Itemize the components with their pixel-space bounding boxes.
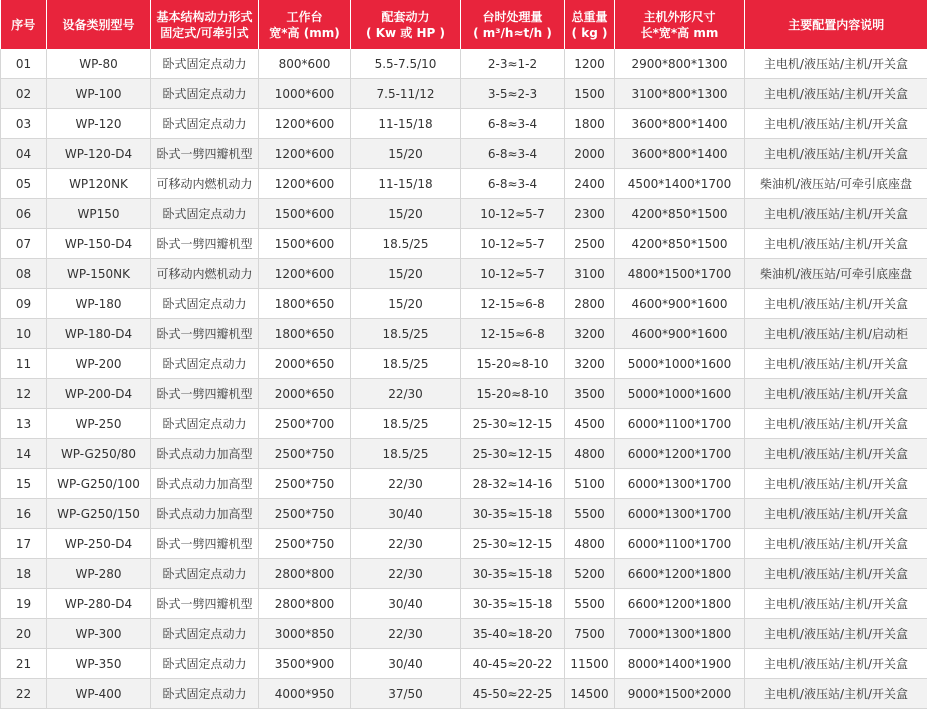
table-row	[1, 229, 927, 259]
cell-power: 18.5/25	[351, 439, 461, 469]
table-row	[1, 49, 927, 79]
cell-config: 主电机/液压站/主机/开关盒	[745, 289, 927, 319]
cell-index: 07	[1, 229, 47, 259]
table-row	[1, 619, 927, 649]
header-row	[1, 0, 927, 49]
table-row	[1, 349, 927, 379]
cell-index: 16	[1, 499, 47, 529]
cell-index: 05	[1, 169, 47, 199]
cell-model: WP-180-D4	[47, 319, 151, 349]
header-throughput: 台时处理量 ( m³/h≈t/h )	[461, 0, 565, 49]
cell-power: 15/20	[351, 259, 461, 289]
cell-index: 03	[1, 109, 47, 139]
cell-config: 主电机/液压站/主机/开关盒	[745, 349, 927, 379]
cell-throughput: 12-15≈6-8	[461, 319, 565, 349]
cell-config: 柴油机/液压站/可牵引底座盘	[745, 169, 927, 199]
cell-throughput: 3-5≈2-3	[461, 79, 565, 109]
cell-throughput: 45-50≈22-25	[461, 679, 565, 709]
cell-index: 04	[1, 139, 47, 169]
cell-structure: 卧式一劈四瓣机型	[151, 319, 259, 349]
cell-model: WP-120-D4	[47, 139, 151, 169]
cell-config: 主电机/液压站/主机/开关盒	[745, 199, 927, 229]
cell-structure: 卧式固定点动力	[151, 559, 259, 589]
cell-index: 12	[1, 379, 47, 409]
cell-structure: 卧式一劈四瓣机型	[151, 529, 259, 559]
cell-model: WP-G250/150	[47, 499, 151, 529]
cell-weight: 5100	[565, 469, 615, 499]
cell-worktable: 2500*700	[259, 409, 351, 439]
cell-dimensions: 4800*1500*1700	[615, 259, 745, 289]
cell-weight: 3500	[565, 379, 615, 409]
cell-dimensions: 2900*800*1300	[615, 49, 745, 79]
cell-config: 主电机/液压站/主机/开关盒	[745, 589, 927, 619]
cell-dimensions: 6600*1200*1800	[615, 559, 745, 589]
header-worktable: 工作台 宽*高 (mm)	[259, 0, 351, 49]
cell-worktable: 3500*900	[259, 649, 351, 679]
cell-model: WP-180	[47, 289, 151, 319]
cell-index: 02	[1, 79, 47, 109]
table-row	[1, 469, 927, 499]
cell-model: WP120NK	[47, 169, 151, 199]
cell-dimensions: 6000*1100*1700	[615, 409, 745, 439]
cell-model: WP-G250/80	[47, 439, 151, 469]
table-row	[1, 679, 927, 709]
table-row	[1, 589, 927, 619]
cell-throughput: 15-20≈8-10	[461, 379, 565, 409]
cell-power: 30/40	[351, 649, 461, 679]
cell-index: 10	[1, 319, 47, 349]
cell-model: WP-200-D4	[47, 379, 151, 409]
cell-structure: 卧式一劈四瓣机型	[151, 139, 259, 169]
header-structure: 基本结构动力形式 固定式/可牵引式	[151, 0, 259, 49]
cell-throughput: 25-30≈12-15	[461, 439, 565, 469]
cell-worktable: 1200*600	[259, 169, 351, 199]
cell-weight: 14500	[565, 679, 615, 709]
cell-throughput: 40-45≈20-22	[461, 649, 565, 679]
cell-power: 22/30	[351, 469, 461, 499]
cell-weight: 1500	[565, 79, 615, 109]
cell-config: 主电机/液压站/主机/开关盒	[745, 379, 927, 409]
cell-power: 18.5/25	[351, 229, 461, 259]
cell-index: 20	[1, 619, 47, 649]
cell-weight: 5500	[565, 589, 615, 619]
cell-power: 11-15/18	[351, 169, 461, 199]
table-row	[1, 409, 927, 439]
cell-structure: 卧式点动力加高型	[151, 439, 259, 469]
cell-dimensions: 6000*1300*1700	[615, 469, 745, 499]
cell-structure: 卧式固定点动力	[151, 199, 259, 229]
cell-worktable: 1200*600	[259, 259, 351, 289]
cell-weight: 3200	[565, 349, 615, 379]
header-power: 配套动力 ( Kw 或 HP )	[351, 0, 461, 49]
cell-index: 06	[1, 199, 47, 229]
cell-worktable: 2500*750	[259, 439, 351, 469]
cell-weight: 2400	[565, 169, 615, 199]
cell-power: 37/50	[351, 679, 461, 709]
table-body	[1, 49, 927, 709]
cell-config: 主电机/液压站/主机/开关盒	[745, 649, 927, 679]
cell-weight: 2800	[565, 289, 615, 319]
cell-structure: 卧式固定点动力	[151, 109, 259, 139]
cell-dimensions: 6000*1200*1700	[615, 439, 745, 469]
cell-weight: 3200	[565, 319, 615, 349]
cell-config: 主电机/液压站/主机/开关盒	[745, 499, 927, 529]
cell-throughput: 30-35≈15-18	[461, 559, 565, 589]
cell-structure: 卧式点动力加高型	[151, 499, 259, 529]
table-row	[1, 559, 927, 589]
cell-dimensions: 6000*1100*1700	[615, 529, 745, 559]
cell-throughput: 10-12≈5-7	[461, 199, 565, 229]
cell-structure: 卧式固定点动力	[151, 409, 259, 439]
cell-structure: 卧式固定点动力	[151, 649, 259, 679]
table-row	[1, 499, 927, 529]
cell-config: 主电机/液压站/主机/开关盒	[745, 109, 927, 139]
cell-power: 15/20	[351, 289, 461, 319]
table-row	[1, 199, 927, 229]
cell-config: 主电机/液压站/主机/开关盒	[745, 49, 927, 79]
cell-structure: 可移动内燃机动力	[151, 169, 259, 199]
cell-throughput: 30-35≈15-18	[461, 499, 565, 529]
cell-throughput: 12-15≈6-8	[461, 289, 565, 319]
cell-index: 09	[1, 289, 47, 319]
cell-power: 22/30	[351, 619, 461, 649]
cell-power: 30/40	[351, 499, 461, 529]
cell-structure: 卧式固定点动力	[151, 79, 259, 109]
cell-throughput: 28-32≈14-16	[461, 469, 565, 499]
cell-throughput: 6-8≈3-4	[461, 169, 565, 199]
cell-model: WP-280-D4	[47, 589, 151, 619]
cell-model: WP-250	[47, 409, 151, 439]
cell-model: WP-120	[47, 109, 151, 139]
cell-weight: 2300	[565, 199, 615, 229]
cell-worktable: 2800*800	[259, 589, 351, 619]
cell-weight: 7500	[565, 619, 615, 649]
cell-power: 18.5/25	[351, 409, 461, 439]
header-weight: 总重量 ( kg )	[565, 0, 615, 49]
header-model: 设备类别型号	[47, 0, 151, 49]
cell-structure: 卧式一劈四瓣机型	[151, 379, 259, 409]
cell-config: 主电机/液压站/主机/开关盒	[745, 559, 927, 589]
cell-throughput: 6-8≈3-4	[461, 109, 565, 139]
cell-model: WP-300	[47, 619, 151, 649]
cell-worktable: 1200*600	[259, 139, 351, 169]
cell-dimensions: 4600*900*1600	[615, 319, 745, 349]
cell-config: 主电机/液压站/主机/开关盒	[745, 139, 927, 169]
cell-weight: 5200	[565, 559, 615, 589]
header-index: 序号	[1, 0, 47, 49]
table-row	[1, 529, 927, 559]
cell-power: 30/40	[351, 589, 461, 619]
cell-throughput: 6-8≈3-4	[461, 139, 565, 169]
cell-index: 15	[1, 469, 47, 499]
cell-config: 主电机/液压站/主机/开关盒	[745, 679, 927, 709]
cell-worktable: 2500*750	[259, 529, 351, 559]
cell-throughput: 10-12≈5-7	[461, 229, 565, 259]
cell-worktable: 1500*600	[259, 229, 351, 259]
cell-model: WP-350	[47, 649, 151, 679]
table-row	[1, 379, 927, 409]
cell-weight: 1800	[565, 109, 615, 139]
cell-worktable: 2000*650	[259, 379, 351, 409]
cell-worktable: 1800*650	[259, 319, 351, 349]
cell-weight: 4500	[565, 409, 615, 439]
cell-worktable: 800*600	[259, 49, 351, 79]
cell-throughput: 2-3≈1-2	[461, 49, 565, 79]
cell-index: 18	[1, 559, 47, 589]
cell-index: 08	[1, 259, 47, 289]
cell-worktable: 1500*600	[259, 199, 351, 229]
header-config: 主要配置内容说明	[745, 0, 927, 49]
cell-structure: 卧式一劈四瓣机型	[151, 589, 259, 619]
cell-weight: 11500	[565, 649, 615, 679]
cell-power: 11-15/18	[351, 109, 461, 139]
cell-throughput: 25-30≈12-15	[461, 409, 565, 439]
cell-throughput: 15-20≈8-10	[461, 349, 565, 379]
cell-throughput: 30-35≈15-18	[461, 589, 565, 619]
cell-model: WP-200	[47, 349, 151, 379]
cell-index: 22	[1, 679, 47, 709]
cell-weight: 2000	[565, 139, 615, 169]
cell-worktable: 2000*650	[259, 349, 351, 379]
cell-power: 18.5/25	[351, 319, 461, 349]
cell-throughput: 35-40≈18-20	[461, 619, 565, 649]
cell-dimensions: 7000*1300*1800	[615, 619, 745, 649]
cell-worktable: 2500*750	[259, 469, 351, 499]
cell-weight: 4800	[565, 529, 615, 559]
cell-index: 11	[1, 349, 47, 379]
cell-structure: 卧式点动力加高型	[151, 469, 259, 499]
cell-index: 14	[1, 439, 47, 469]
cell-config: 柴油机/液压站/可牵引底座盘	[745, 259, 927, 289]
cell-config: 主电机/液压站/主机/开关盒	[745, 229, 927, 259]
cell-dimensions: 3600*800*1400	[615, 139, 745, 169]
cell-index: 17	[1, 529, 47, 559]
cell-weight: 2500	[565, 229, 615, 259]
cell-power: 18.5/25	[351, 349, 461, 379]
table-row	[1, 439, 927, 469]
cell-dimensions: 4600*900*1600	[615, 289, 745, 319]
cell-structure: 卧式固定点动力	[151, 49, 259, 79]
cell-power: 15/20	[351, 139, 461, 169]
cell-config: 主电机/液压站/主机/开关盒	[745, 439, 927, 469]
cell-power: 22/30	[351, 529, 461, 559]
cell-weight: 5500	[565, 499, 615, 529]
cell-config: 主电机/液压站/主机/开关盒	[745, 529, 927, 559]
cell-config: 主电机/液压站/主机/启动柜	[745, 319, 927, 349]
cell-power: 22/30	[351, 379, 461, 409]
cell-model: WP-400	[47, 679, 151, 709]
cell-dimensions: 6000*1300*1700	[615, 499, 745, 529]
cell-worktable: 1200*600	[259, 109, 351, 139]
table-row	[1, 649, 927, 679]
cell-dimensions: 4200*850*1500	[615, 199, 745, 229]
cell-config: 主电机/液压站/主机/开关盒	[745, 619, 927, 649]
cell-model: WP-80	[47, 49, 151, 79]
cell-structure: 卧式固定点动力	[151, 679, 259, 709]
cell-structure: 卧式固定点动力	[151, 349, 259, 379]
cell-structure: 卧式固定点动力	[151, 619, 259, 649]
table-row	[1, 319, 927, 349]
cell-weight: 4800	[565, 439, 615, 469]
table-row	[1, 169, 927, 199]
cell-index: 13	[1, 409, 47, 439]
table-row	[1, 109, 927, 139]
cell-structure: 卧式一劈四瓣机型	[151, 229, 259, 259]
cell-dimensions: 5000*1000*1600	[615, 379, 745, 409]
cell-structure: 卧式固定点动力	[151, 289, 259, 319]
cell-model: WP150	[47, 199, 151, 229]
cell-dimensions: 5000*1000*1600	[615, 349, 745, 379]
cell-config: 主电机/液压站/主机/开关盒	[745, 79, 927, 109]
cell-power: 5.5-7.5/10	[351, 49, 461, 79]
cell-worktable: 1000*600	[259, 79, 351, 109]
header-dimensions: 主机外形尺寸 长*宽*高 mm	[615, 0, 745, 49]
table-row	[1, 259, 927, 289]
cell-throughput: 10-12≈5-7	[461, 259, 565, 289]
cell-weight: 3100	[565, 259, 615, 289]
cell-power: 22/30	[351, 559, 461, 589]
cell-power: 15/20	[351, 199, 461, 229]
cell-index: 19	[1, 589, 47, 619]
cell-model: WP-150NK	[47, 259, 151, 289]
cell-dimensions: 3600*800*1400	[615, 109, 745, 139]
cell-dimensions: 8000*1400*1900	[615, 649, 745, 679]
cell-dimensions: 4200*850*1500	[615, 229, 745, 259]
cell-worktable: 1800*650	[259, 289, 351, 319]
cell-config: 主电机/液压站/主机/开关盒	[745, 409, 927, 439]
cell-model: WP-G250/100	[47, 469, 151, 499]
cell-dimensions: 3100*800*1300	[615, 79, 745, 109]
table-row	[1, 289, 927, 319]
cell-worktable: 2500*750	[259, 499, 351, 529]
table-row	[1, 139, 927, 169]
cell-worktable: 3000*850	[259, 619, 351, 649]
cell-power: 7.5-11/12	[351, 79, 461, 109]
cell-worktable: 2800*800	[259, 559, 351, 589]
cell-dimensions: 6600*1200*1800	[615, 589, 745, 619]
cell-model: WP-150-D4	[47, 229, 151, 259]
cell-config: 主电机/液压站/主机/开关盒	[745, 469, 927, 499]
cell-structure: 可移动内燃机动力	[151, 259, 259, 289]
cell-worktable: 4000*950	[259, 679, 351, 709]
cell-dimensions: 9000*1500*2000	[615, 679, 745, 709]
cell-index: 01	[1, 49, 47, 79]
cell-index: 21	[1, 649, 47, 679]
cell-throughput: 25-30≈12-15	[461, 529, 565, 559]
table-row	[1, 79, 927, 109]
cell-model: WP-250-D4	[47, 529, 151, 559]
cell-weight: 1200	[565, 49, 615, 79]
cell-model: WP-100	[47, 79, 151, 109]
cell-model: WP-280	[47, 559, 151, 589]
cell-dimensions: 4500*1400*1700	[615, 169, 745, 199]
